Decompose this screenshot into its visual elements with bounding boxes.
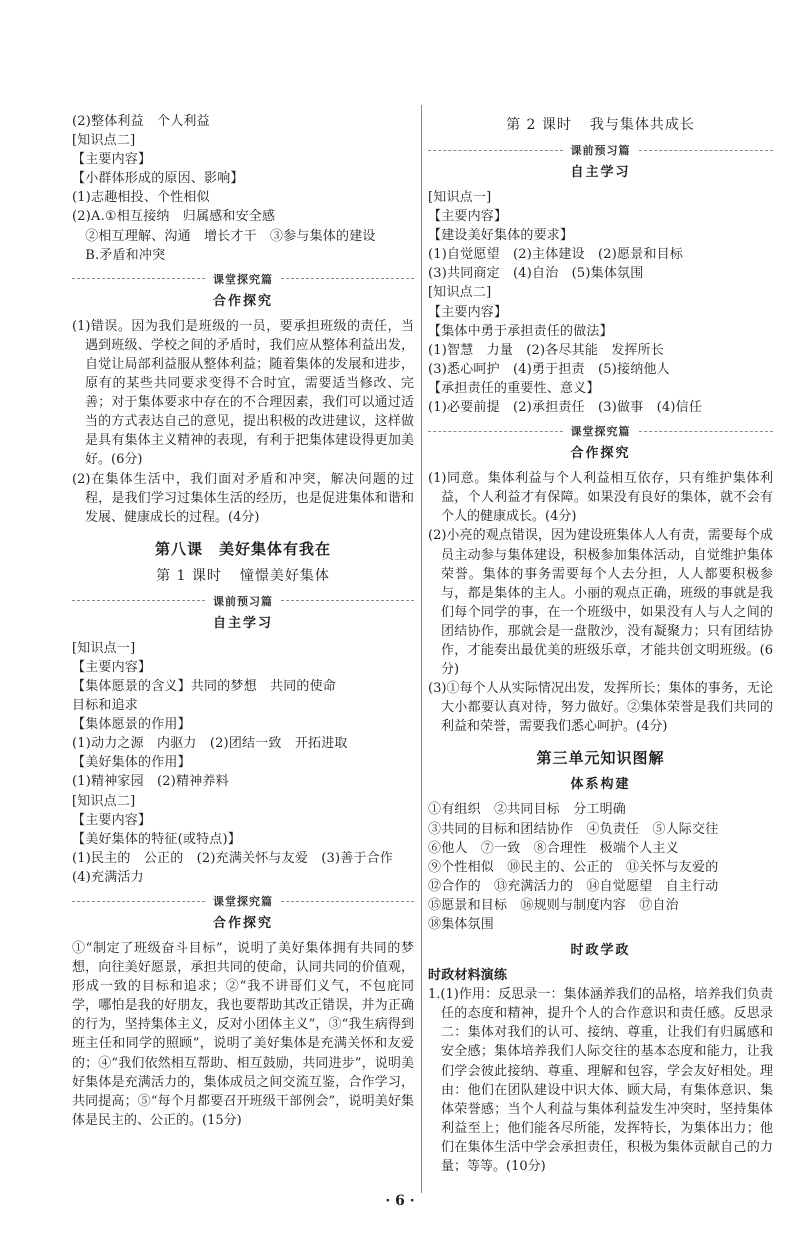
text-line: (1)动力之源 内驱力 (2)团结一致 开拓进取 bbox=[72, 736, 348, 752]
section-label: 【集体愿景的作用】 bbox=[72, 717, 191, 733]
section-label: 【小群体形成的原因、影响】 bbox=[72, 171, 244, 187]
section-label: 【主要内容】 bbox=[72, 152, 152, 168]
text-line: ⑱集体氛围 bbox=[428, 917, 495, 932]
section-label: 【建设美好集体的要求】 bbox=[428, 228, 574, 244]
text-line: (1)民主的 公正的 (2)充满关怀与友爱 (3)善于合作 bbox=[72, 850, 394, 866]
subsection-label: 时政材料演练 bbox=[428, 968, 508, 984]
knowledge-point-label: [知识点一] bbox=[72, 640, 136, 656]
left-column bbox=[72, 112, 414, 1130]
text-line: (1)必要前提 (2)承担责任 (3)做事 (4)信任 bbox=[428, 400, 703, 416]
column-divider bbox=[421, 105, 422, 1193]
section-heading: 合作探究 bbox=[212, 293, 273, 309]
text-line: (4)充满活力 bbox=[72, 869, 144, 885]
text-line: B.矛盾和冲突 bbox=[72, 247, 166, 263]
text-line: ③共同的目标和团结协作 ④负责任 ⑤人际交往 bbox=[428, 821, 719, 837]
lesson-subtitle: 第 1 课时 憧憬美好集体 bbox=[156, 567, 330, 584]
right-column bbox=[428, 112, 773, 1176]
section-label: 【集体中勇于承担责任的做法】 bbox=[428, 323, 613, 339]
knowledge-point-label: [知识点二] bbox=[72, 793, 136, 809]
answer-paragraph: (1)同意。集体利益与个人利益相互依存，只有维护集体利益，个人利益才有保障。如果没有良好的集体，就不会有个人的健康成长。(4分) bbox=[428, 471, 773, 525]
text-line: (3)悉心呵护 (4)勇于担责 (5)接纳他人 bbox=[428, 361, 670, 377]
knowledge-point-label: [知识点二] bbox=[72, 133, 136, 149]
text-line: (2)整体利益 个人利益 bbox=[72, 114, 210, 129]
text-line: ②相互理解、沟通 增长才干 ③参与集体的建设 bbox=[72, 228, 376, 244]
answer-paragraph: (2)在集体生活中，我们面对矛盾和冲突，解决问题的过程，是我们学习过集体生活的经历，也是促进集体和谐和发展、健康成长的过程。(4分) bbox=[72, 471, 414, 525]
text-line: (3)共同商定 (4)自治 (5)集体氛围 bbox=[428, 266, 644, 282]
text-line: (1)智慧 力量 (2)各尽其能 发挥所长 bbox=[428, 342, 665, 358]
section-heading: 时政学政 bbox=[570, 943, 631, 959]
text-line: (1)志趣相投、个性相似 bbox=[72, 190, 210, 206]
knowledge-point-label: [知识点二] bbox=[428, 285, 492, 301]
text-line: 【集体愿景的含义】共同的梦想 共同的使命 bbox=[72, 678, 337, 694]
section-label: 【美好集体的作用】 bbox=[72, 755, 191, 771]
banner-ketang: 课堂探究篇 bbox=[72, 893, 414, 909]
text-line: (2)A.①相互接纳 归属感和安全感 bbox=[72, 209, 276, 225]
text-line: ⑥他人 ⑦一致 ⑧合理性 极端个人主义 bbox=[428, 840, 679, 856]
section-heading: 体系构建 bbox=[570, 777, 631, 793]
unit-title: 第三单元知识图解 bbox=[536, 749, 665, 768]
section-label: 【承担责任的重要性、意义】 bbox=[428, 380, 600, 396]
answer-paragraph: (3)①每个人从实际情况出发，发挥所长；集体的事务，无论大小都要认真对待，努力做好。②集体荣誉是我们共同的利益和荣誉，需要我们悉心呵护。(4分) bbox=[428, 681, 773, 735]
lesson-title: 第八课 美好集体有我在 bbox=[154, 539, 331, 558]
section-label: 【主要内容】 bbox=[72, 659, 152, 675]
answer-paragraph: 1.(1)作用：反思录一：集体涵养我们的品格，培养我们负责任的态度和精神，提升个人的合作意识和责任感。反思录二：集体对我们的认可、接纳、尊重，让我们有归属感和安全感；集体培养我们人际交往的基本态度和能力，让我们学会彼此接纳、尊重、理解和包容，学会友好相处。理由：他们在团队建设中识大体、顾大局，有集体意识、集体荣誉感；当个人利益与集体利益发生冲突时，坚持集体利益至上；他们能各尽所能，发挥特长，为集体出力；他们在集体生活中学会承担责任，积极为集体贡献自己的力量；等等。(10分) bbox=[428, 987, 773, 1175]
section-heading: 自主学习 bbox=[212, 615, 273, 631]
answer-paragraph: (1)错误。因为我们是班级的一员，要承担班级的责任，当遇到班级、学校之间的矛盾时，我们应从整体利益出发，自觉让局部利益服从整体利益；随着集体的发展和进步，原有的某些共同要求变得不合时宜，需要适当修改、完善；对于集体要求中存在的不合理因素，我们可以通过适当的方式表达自己的意见，提出积极的改进建议，这样做是具有集体主义精神的表现，有利于把集体建设得更加美好。(6分) bbox=[72, 318, 414, 468]
answer-paragraph: (2)小亮的观点错误，因为建设班集体人人有责，需要每个成员主动参与集体建设，积极参加集体活动，自觉维护集体荣誉。集体的事务需要每个人去分担，人人都要积极参与，都是集体的主人。小丽的观点正确，班级的事就是我们每个同学的事，在一个班级中，如果没有人与人之间的团结协作，那就会是一盘散沙，没有凝聚力；只有团结协作，才能奏出最优美的班级乐章，才能共创文明班级。(6分) bbox=[428, 528, 773, 678]
text-line: ⑮愿景和目标 ⑯规则与制度内容 ⑰自治 bbox=[428, 897, 679, 913]
section-label: 【主要内容】 bbox=[72, 812, 152, 828]
section-label: 【美好集体的特征(或特点)】 bbox=[72, 831, 241, 847]
text-line: ⑨个性相似 ⑩民主的、公正的 ⑪关怀与友爱的 bbox=[428, 859, 719, 875]
page-number: · 6 · bbox=[385, 1193, 415, 1209]
banner-keqian: 课前预习篇 bbox=[72, 593, 414, 609]
text-line: ①有组织 ②共同目标 分工明确 bbox=[428, 802, 627, 818]
section-label: 【主要内容】 bbox=[428, 304, 508, 320]
section-heading: 自主学习 bbox=[570, 165, 631, 180]
section-heading: 合作探究 bbox=[570, 446, 631, 462]
lesson-subtitle: 第 2 课时 我与集体共成长 bbox=[506, 117, 695, 133]
section-heading: 合作探究 bbox=[212, 916, 273, 931]
banner-keqian: 课前预习篇 bbox=[428, 142, 773, 158]
text-line: (1)精神家园 (2)精神养料 bbox=[72, 774, 229, 790]
knowledge-point-label: [知识点一] bbox=[428, 190, 492, 205]
answer-paragraph: ①“制定了班级奋斗目标”，说明了美好集体拥有共同的梦想，向往美好愿景，承担共同的使命，认同共同的价值观，形成一致的目标和追求；②“我不讲哥们义气，不包庇同学，哪怕是我的好朋友，我也要帮助其改正错误，并为正确的行为，坚持集体主义，反对小团体主义”，③“我生病得到班主任和同学的照顾”，说明了美好集体是充满关怀和友爱的；④“我们依然相互帮助、相互鼓励，共同进步”，说明美好集体是充满活力的，集体成员之间交流互鉴，合作学习，共同提高；⑤“每个月都要召开班级干部例会”，说明美好集体是民主的、公正的。(15分) bbox=[72, 941, 414, 1128]
banner-ketang: 课堂探究篇 bbox=[428, 423, 773, 439]
section-label: 【主要内容】 bbox=[428, 209, 508, 225]
text-line: (1)自觉愿望 (2)主体建设 (2)愿景和目标 bbox=[428, 247, 684, 263]
text-line: ⑫合作的 ⑬充满活力的 ⑭自觉愿望 自主行动 bbox=[428, 878, 719, 894]
banner-ketang: 课堂探究篇 bbox=[72, 271, 414, 287]
text-line: 目标和追求 bbox=[72, 698, 139, 714]
